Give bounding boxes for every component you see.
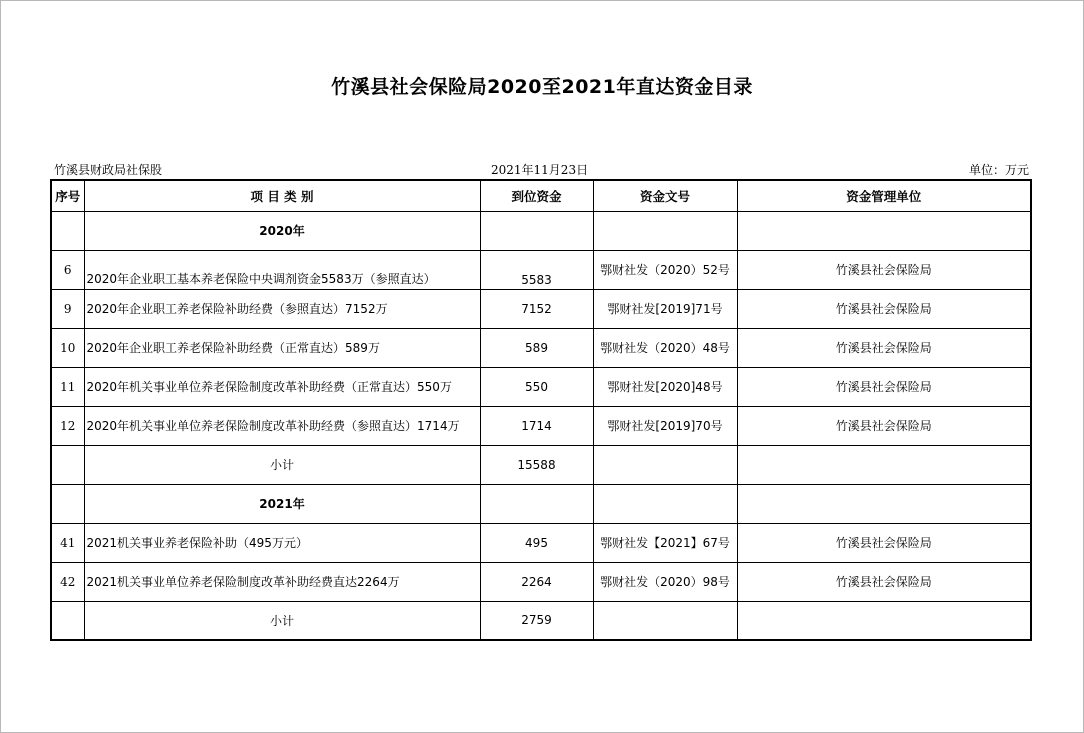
row-unit: 竹溪县社会保险局	[737, 562, 1031, 601]
table-row	[51, 367, 1031, 406]
row-item: 2021机关事业养老保险补助（495万元）	[84, 523, 480, 562]
table-row	[51, 562, 1031, 601]
row-doc: 鄂财社发[2020]48号	[593, 367, 737, 406]
row-no: 12	[51, 406, 84, 445]
header-item: 项 目 类 别	[84, 180, 480, 211]
row-no: 11	[51, 367, 84, 406]
row-doc: 鄂财社发[2019]70号	[593, 406, 737, 445]
year-label: 2020年	[84, 211, 480, 250]
row-unit: 竹溪县社会保险局	[737, 406, 1031, 445]
date-label: 2021年11月23日	[491, 163, 589, 177]
year-row-2020	[51, 211, 1031, 250]
row-unit: 竹溪县社会保险局	[737, 523, 1031, 562]
row-doc: 鄂财社发【2021】67号	[593, 523, 737, 562]
table-row	[51, 406, 1031, 445]
subtotal-amount: 15588	[480, 445, 593, 484]
row-amount: 2264	[480, 562, 593, 601]
row-unit: 竹溪县社会保险局	[737, 289, 1031, 328]
subtotal-label: 小计	[84, 601, 480, 640]
row-item: 2020年机关事业单位养老保险制度改革补助经费（正常直达）550万	[84, 367, 480, 406]
row-amount: 495	[480, 523, 593, 562]
row-no: 9	[51, 289, 84, 328]
subtotal-amount: 2759	[480, 601, 593, 640]
row-amount: 1714	[480, 406, 593, 445]
row-doc: 鄂财社发（2020）98号	[593, 562, 737, 601]
row-unit: 竹溪县社会保险局	[737, 367, 1031, 406]
subtotal-row	[51, 445, 1031, 484]
org-label: 竹溪县财政局社保股	[54, 163, 163, 177]
row-item: 2020年企业职工养老保险补助经费（参照直达）7152万	[84, 289, 480, 328]
row-item: 2021机关事业单位养老保险制度改革补助经费直达2264万	[84, 562, 480, 601]
row-amount: 7152	[480, 289, 593, 328]
header-no: 序号	[51, 180, 84, 211]
table-row	[51, 289, 1031, 328]
subtotal-row	[51, 601, 1031, 640]
header-amount: 到位资金	[480, 180, 593, 211]
table-header-row	[51, 180, 1031, 211]
table-row	[51, 523, 1031, 562]
table-row	[51, 328, 1031, 367]
row-no: 10	[51, 328, 84, 367]
row-no: 6	[51, 250, 84, 289]
row-item: 2020年机关事业单位养老保险制度改革补助经费（参照直达）1714万	[84, 406, 480, 445]
row-item: 2020年企业职工养老保险补助经费（正常直达）589万	[84, 328, 480, 367]
row-doc: 鄂财社发（2020）52号	[593, 250, 737, 289]
row-amount: 589	[480, 328, 593, 367]
row-no: 41	[51, 523, 84, 562]
year-label: 2021年	[84, 484, 480, 523]
row-doc: 鄂财社发[2019]71号	[593, 289, 737, 328]
page-title: 竹溪县社会保险局2020至2021年直达资金目录	[331, 76, 753, 98]
fund-table	[50, 179, 1032, 641]
table-row	[51, 250, 1031, 289]
row-doc: 鄂财社发（2020）48号	[593, 328, 737, 367]
header-unit: 资金管理单位	[737, 180, 1031, 211]
subtotal-label: 小计	[84, 445, 480, 484]
unit-label: 单位：万元	[968, 163, 1029, 177]
row-amount: 550	[480, 367, 593, 406]
row-unit: 竹溪县社会保险局	[737, 250, 1031, 289]
row-no: 42	[51, 562, 84, 601]
row-unit: 竹溪县社会保险局	[737, 328, 1031, 367]
row-item: 2020年企业职工基本养老保险中央调剂资金5583万（参照直达）	[84, 250, 480, 289]
header-doc: 资金文号	[593, 180, 737, 211]
row-amount: 5583	[480, 250, 593, 289]
year-row-2021	[51, 484, 1031, 523]
